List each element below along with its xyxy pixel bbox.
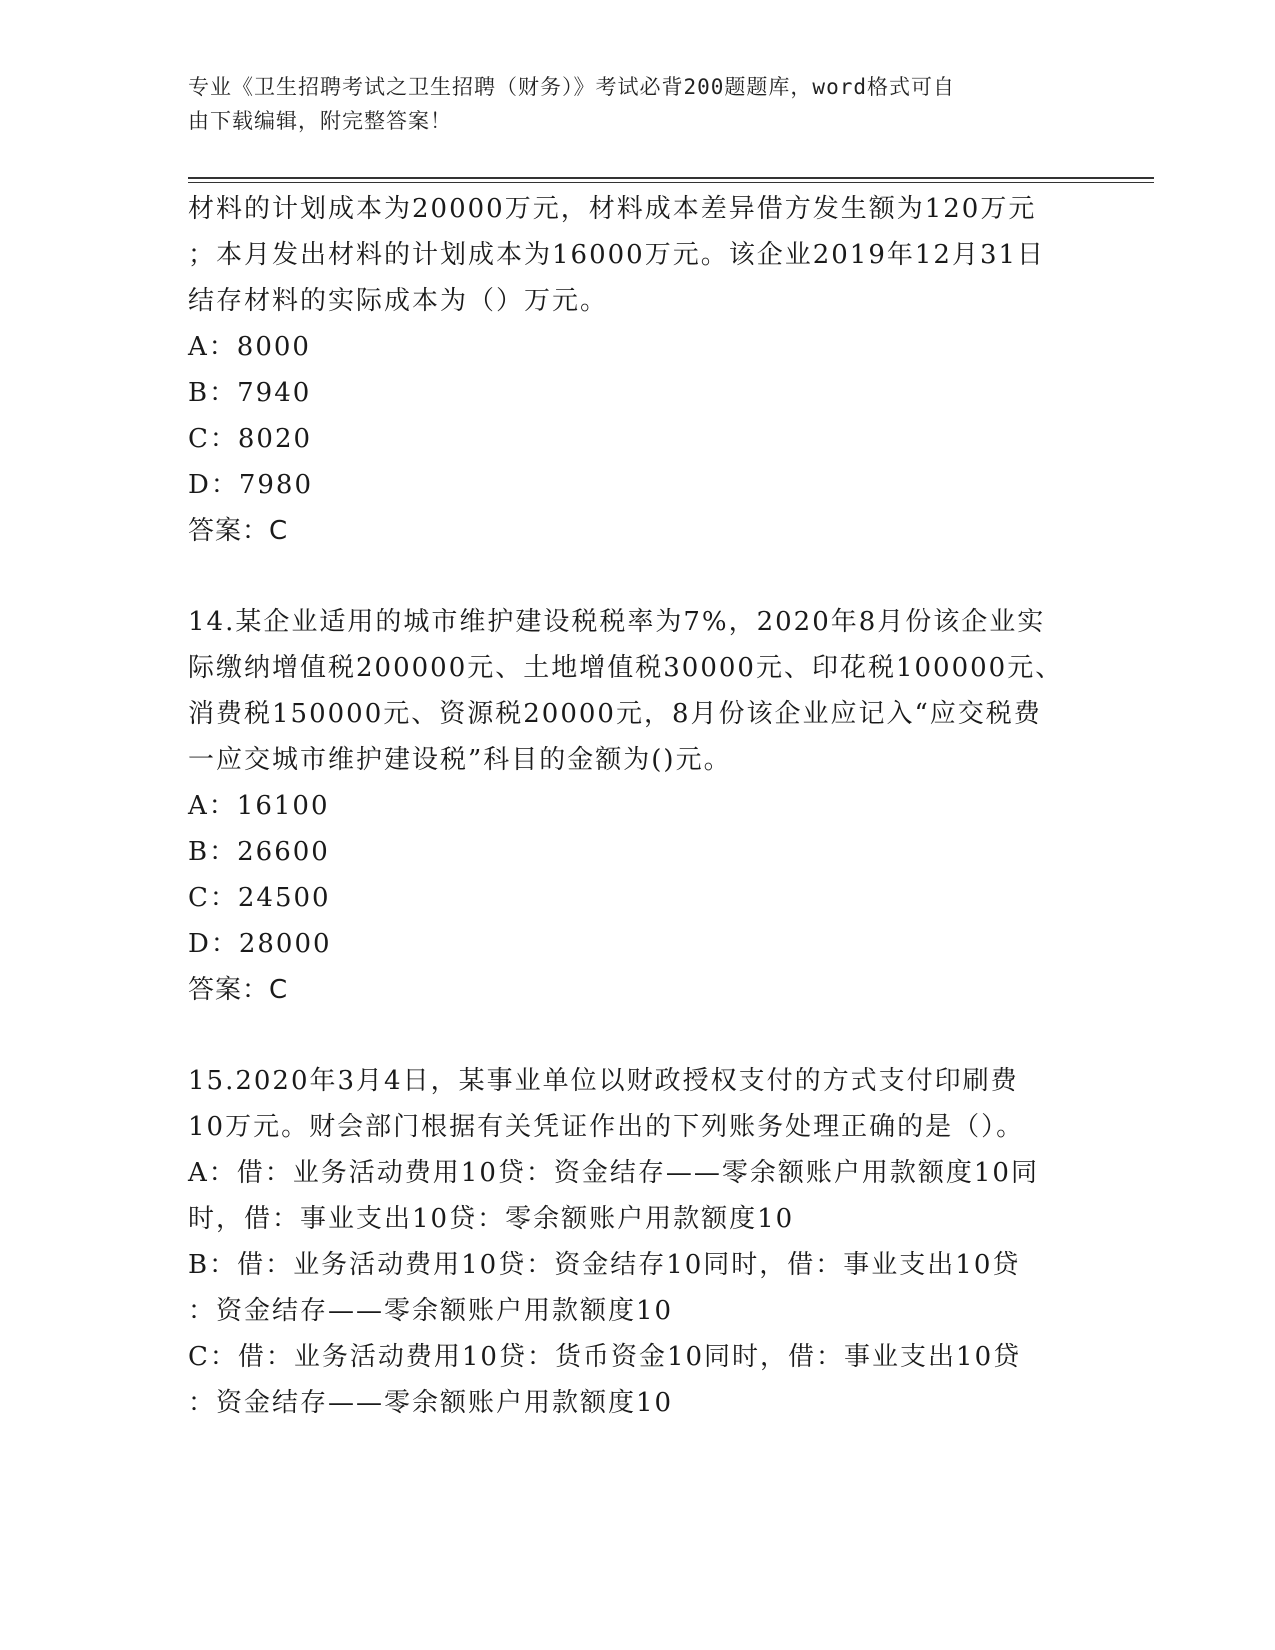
header-line-2: 由下载编辑，附完整答案！ — [188, 109, 452, 133]
option-b: B：7940 — [188, 378, 312, 408]
answer-label: 答案：C — [188, 975, 289, 1005]
header-divider-thin — [188, 182, 1154, 183]
option-a: A：8000 — [188, 332, 311, 362]
document-header — [188, 70, 1068, 138]
option-a: A：16100 — [188, 791, 330, 821]
spacer — [188, 1013, 1088, 1058]
spacer — [188, 554, 1088, 599]
answer-label: 答案：C — [188, 516, 289, 546]
option-b: B：26600 — [188, 837, 330, 867]
option-a-continued: 时，借：事业支出10贷：零余额账户用款额度10 — [188, 1204, 795, 1234]
question-text-line: 一应交城市维护建设税”科目的金额为()元。 — [188, 745, 732, 775]
question-text-line: ；本月发出材料的计划成本为16000万元。该企业2019年12月31日 — [188, 240, 1046, 270]
question-text-line: 结存材料的实际成本为（）万元。 — [188, 286, 609, 316]
question-text-line: 材料的计划成本为20000万元，材料成本差异借方发生额为120万元 — [188, 194, 1037, 224]
header-line-1: 专业《卫生招聘考试之卫生招聘（财务）》考试必背200题题库，word格式可自 — [188, 75, 955, 99]
option-c: C：24500 — [188, 883, 331, 913]
header-divider-thick — [188, 177, 1154, 179]
question-text-line: 10万元。财会部门根据有关凭证作出的下列账务处理正确的是（）。 — [188, 1112, 1025, 1142]
question-13 — [188, 186, 1088, 554]
option-b: B：借：业务活动费用10贷：资金结存10同时，借：事业支出10贷 — [188, 1250, 1021, 1280]
option-c-continued: ：资金结存——零余额账户用款额度10 — [188, 1388, 674, 1418]
option-b-continued: ：资金结存——零余额账户用款额度10 — [188, 1296, 674, 1326]
question-text-line: 际缴纳增值税200000元、土地增值税30000元、印花税100000元、 — [188, 653, 1064, 683]
question-14 — [188, 599, 1088, 1013]
option-d: D：28000 — [188, 929, 332, 959]
option-c: C：借：业务活动费用10贷：货币资金10同时，借：事业支出10贷 — [188, 1342, 1022, 1372]
question-text-line: 14.某企业适用的城市维护建设税税率为7%，2020年8月份该企业实 — [188, 607, 1046, 637]
question-15 — [188, 1058, 1088, 1426]
question-text-line: 15.2020年3月4日，某事业单位以财政授权支付的方式支付印刷费 — [188, 1066, 1019, 1096]
option-d: D：7980 — [188, 470, 314, 500]
option-c: C：8020 — [188, 424, 313, 454]
document-body — [188, 186, 1088, 1426]
question-text-line: 消费税150000元、资源税20000元，8月份该企业应记入“应交税费 — [188, 699, 1042, 729]
option-a: A：借：业务活动费用10贷：资金结存——零余额账户用款额度10同 — [188, 1158, 1039, 1188]
